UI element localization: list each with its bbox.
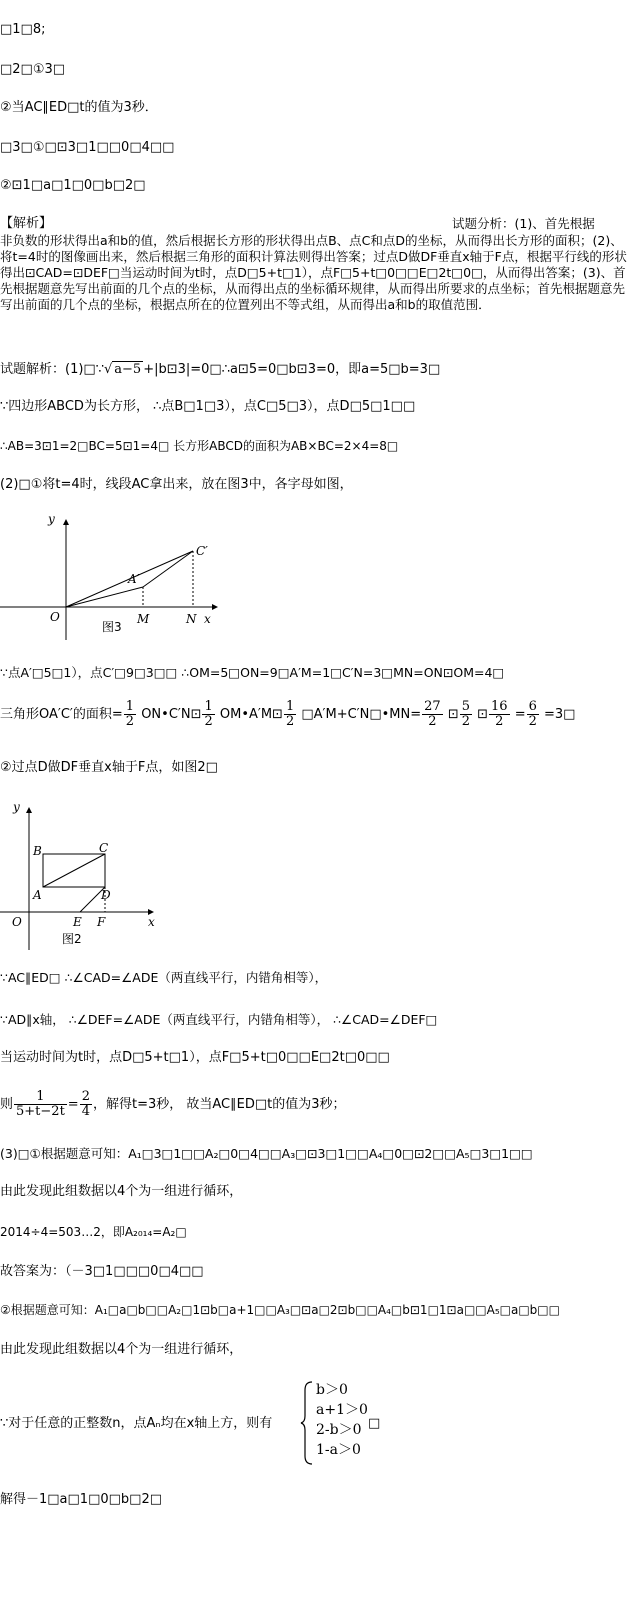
figure3-label-N: N <box>186 612 197 626</box>
fraction-t-right: $\frac{2}{4}$ <box>81 1089 90 1119</box>
analysis-heading: 【解析】 <box>0 216 53 231</box>
answer-line-2: □2□①3□ <box>0 62 66 77</box>
solution-line-10: 当运动时间为t时，点D□5+t□1），点F□5+t□0□□E□2t□0□□ <box>0 1050 390 1065</box>
solution-line-9: ∵AD∥x轴， ∴∠DEF=∠ADE（两直线平行，内错角相等）， ∴∠CAD=∠DEF□ <box>0 1012 438 1027</box>
figure2-label-C: C <box>99 841 109 855</box>
figure3-x-arrow <box>212 604 218 610</box>
inequality-system <box>316 1380 368 1460</box>
fraction-t-left: $\frac{1}{5+t-2t}$ <box>16 1089 65 1119</box>
answer-line-4: □3□①□⊡3□1□□0□4□□ <box>0 140 175 155</box>
fraction-5: $\frac{5}{2}$ <box>461 699 470 729</box>
solution-line-16: ②根据题意可知：A₁□a□b□□A₂□1⊡b□a+1□□A₃□⊡a□2⊡b□□A₄□b⊡1□1⊡a□□A₅□a□b□□ <box>0 1303 560 1317</box>
area-term-4: ⊡ <box>443 707 459 722</box>
area-term-5: ⊡ <box>473 707 489 722</box>
area-term-6: = <box>510 707 526 722</box>
eq-prefix: 则 <box>0 1097 14 1112</box>
answer-line-5: ②⊡1□a□1□0□b□2□ <box>0 178 146 193</box>
figure2-label-D: D <box>101 888 111 902</box>
figure2-diagonal-AC <box>43 854 105 887</box>
solution-line-19: 解得－1□a□1□0□b□2□ <box>0 1492 162 1507</box>
area-term-2: OM•A′M⊡ <box>215 707 283 722</box>
solution-line-8: ∵AC∥ED□ ∴∠CAD=∠ADE（两直线平行，内错角相等）， <box>0 970 328 985</box>
solution-line-17: 由此发现此组数据以4个为一组进行循环， <box>0 1342 243 1357</box>
solution-line-4: (2)□①将t=4时，线段AC拿出来，放在图3中，各字母如图， <box>0 477 353 492</box>
solution-line-13: 由此发现此组数据以4个为一组进行循环， <box>0 1184 243 1199</box>
figure2-label-O: O <box>12 915 22 929</box>
fraction-7: $\frac{6}{2}$ <box>528 699 537 729</box>
figure3-label-O: O <box>50 610 60 624</box>
figure2-label-E: E <box>73 915 82 929</box>
sqrt-symbol: √ <box>103 362 113 377</box>
eq-post: ，解得t=3秒， 故当AC∥ED□t的值为3秒； <box>92 1097 346 1112</box>
fraction-1: $\frac{1}{2}$ <box>125 699 135 729</box>
area-prefix: 三角形OA′C′的面积= <box>0 707 123 722</box>
analysis-body: 非负数的形状得出a和b的值，然后根据长方形的形状得出点B、点C和点D的坐标，从而得出长方形的面积；(2)、将t=4时的图像画出来，然后根据三角形的面积计算法则得出答案；过点D做DF垂直x轴于F点，根据平行线的形状得出⊡CAD=⊡DEF□当运动时间为t时，点D□5+t□1），点F□5+t□0□□E□2t□0□，从而得出答案；(3)、首先根据题意先写出前面的几个点的坐标，从而得出点的坐标循环规律，从而得出所要求的点坐标；首先根据题意先写出前面的几个点的坐标，根据点所在的位置列出不等式组，从而得出a和b的取值范围． <box>0 233 627 312</box>
area-term-7: =3□ <box>539 707 576 722</box>
solution-line-11 <box>0 1088 346 1122</box>
fraction-6: $\frac{16}{2}$ <box>491 699 508 729</box>
system-suffix: □ <box>368 1416 381 1431</box>
solution-line-14: 2014÷4=503…2，即A₂₀₁₄=A₂□ <box>0 1225 187 1239</box>
figure2-label-y: y <box>13 800 20 814</box>
fraction-4: $\frac{27}{2}$ <box>424 699 441 729</box>
solution-1-prefix: 试题解析：(1)□∵ <box>0 362 104 377</box>
figure3-label-x: x <box>204 612 211 626</box>
radicand: a−5 <box>114 362 142 377</box>
solution-line-1 <box>0 362 440 378</box>
inequality-3: 2-b＞0 <box>316 1422 362 1438</box>
fraction-3: $\frac{1}{2}$ <box>285 699 295 729</box>
solution-line-2: ∵四边形ABCD为长方形， ∴点B□1□3），点C□5□3），点D□5□1□□ <box>0 399 416 414</box>
figure2-label-x: x <box>148 915 155 929</box>
figure3-caption: 图3 <box>102 620 122 634</box>
fraction-2: $\frac{1}{2}$ <box>204 699 213 729</box>
figure2-label-B: B <box>33 844 42 858</box>
solution-line-5: ∵点A′□5□1），点C′□9□3□□ ∴OM=5□ON=9□A′M=1□C′N=3□MN=ON⊡OM=4□ <box>0 665 505 680</box>
solution-1-rest: +|b⊡3|=0□∴a⊡5=0□b⊡3=0，即a=5□b=3□ <box>143 362 441 377</box>
figure3-label-y: y <box>48 512 55 526</box>
figure3-segment-AC <box>143 551 193 587</box>
solution-line-12: (3)□①根据题意可知：A₁□3□1□□A₂□0□4□□A₃□⊡3□1□□A₄□0□⊡2□□A₅□3□1□□ <box>0 1146 533 1161</box>
eq-sign: = <box>67 1097 79 1112</box>
inequality-4: 1-a＞0 <box>316 1442 361 1458</box>
figure-3 <box>0 505 230 645</box>
inequality-1: b＞0 <box>316 1382 348 1398</box>
figure-2 <box>0 795 170 955</box>
figure3-label-A: A′ <box>128 572 140 586</box>
figure3-y-arrow <box>63 519 69 525</box>
system-brace <box>300 1380 314 1466</box>
solution-line-18-prefix: ∵对于任意的正整数n，点Aₙ均在x轴上方，则有 <box>0 1416 273 1431</box>
figure2-label-F: F <box>97 915 106 929</box>
analysis-tail-label: 试题分析：(1)、首先根据 <box>452 216 595 231</box>
solution-line-6 <box>0 698 575 732</box>
area-term-3: □A′M+C′N□•MN= <box>297 707 422 722</box>
figure2-y-arrow <box>26 807 32 813</box>
answer-line-1: □1□8; <box>0 22 46 37</box>
area-term-1: ON•C′N⊡ <box>137 707 202 722</box>
solution-line-15: 故答案为：（－3□1□□□0□4□□ <box>0 1264 204 1279</box>
answer-line-3: ②当AC∥ED□t的值为3秒． <box>0 100 158 115</box>
solution-line-7: ②过点D做DF垂直x轴于F点，如图2□ <box>0 760 218 775</box>
figure3-label-C: C′ <box>196 544 208 558</box>
solution-line-3: ∴AB=3⊡1=2□BC=5⊡1=4□ 长方形ABCD的面积为AB×BC=2×4=8□ <box>0 439 399 453</box>
figure3-label-M: M <box>137 612 150 626</box>
figure2-caption: 图2 <box>62 932 82 946</box>
inequality-2: a+1＞0 <box>316 1402 368 1418</box>
figure2-label-A: A <box>33 888 42 902</box>
